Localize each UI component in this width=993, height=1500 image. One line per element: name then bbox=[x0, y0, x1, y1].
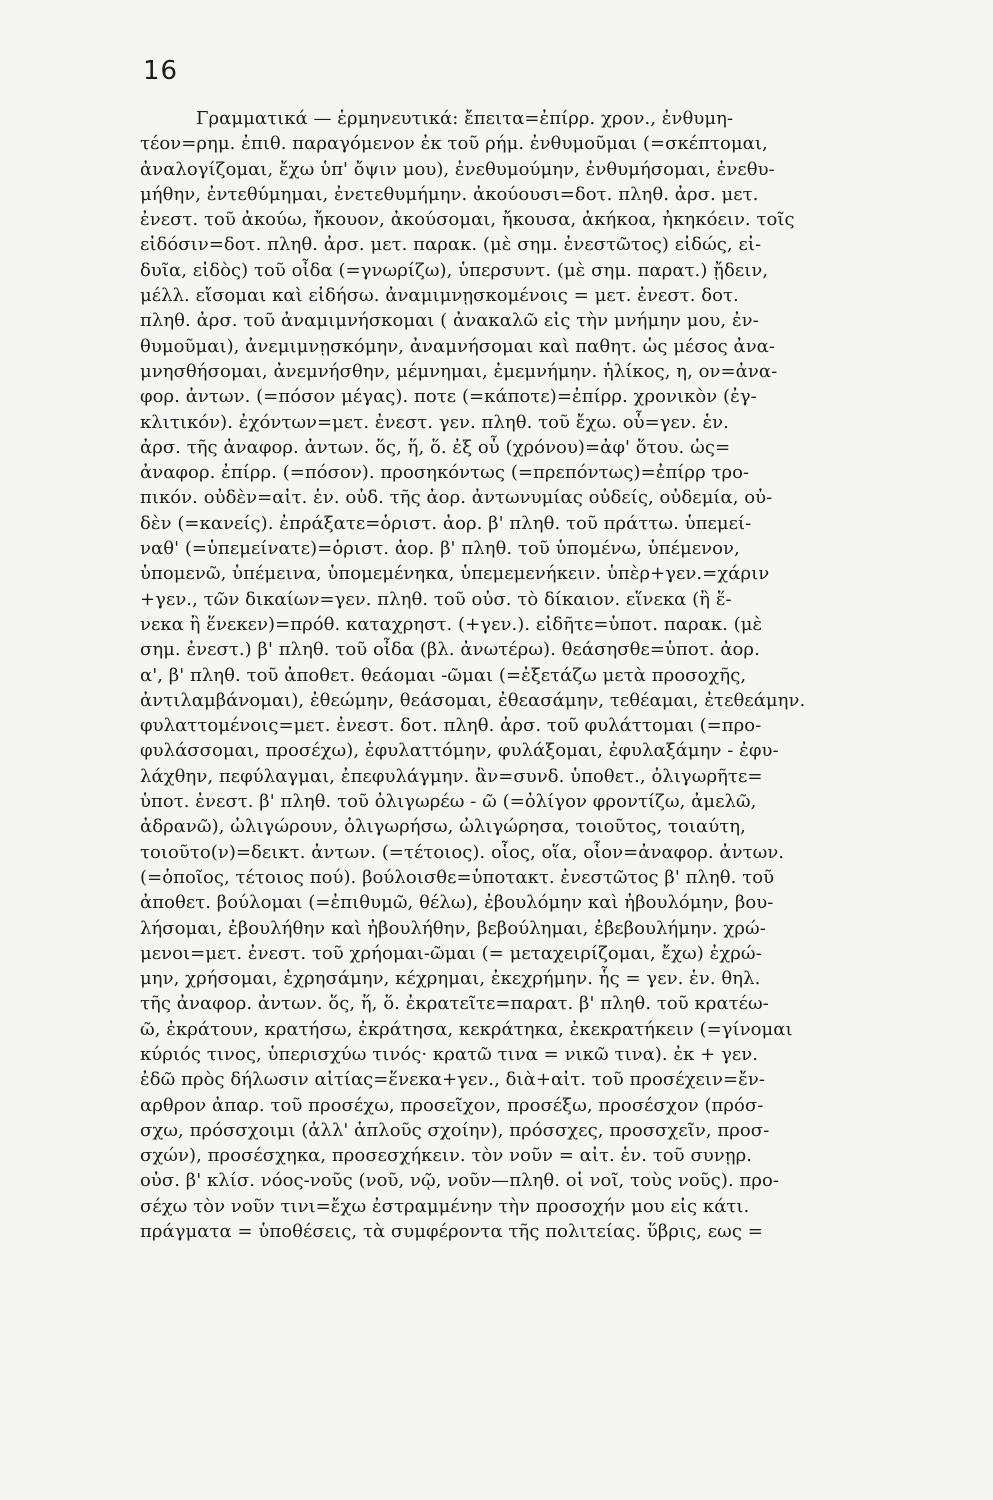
text-line: (=ὁποῖος, τέτοιος πού). βούλοισθε=ὑποτακτ. ἐνεστῶτος β' πληθ. τοῦ bbox=[140, 866, 775, 888]
text-line: φυλάσσομαι, προσέχω), ἐφυλαττόμην, φυλάξομαι, ἐφυλαξάμην - ἐφυ- bbox=[140, 740, 779, 762]
text-line: σέχω τὸν νοῦν τινι=ἔχω ἐστραμμένην τὴν προσοχήν μου εἰς κάτι. bbox=[140, 1195, 750, 1217]
text-line: Γραμματικά — ἑρμηνευτικά: ἔπειτα=ἐπίρρ. χρον., ἐνθυμη- bbox=[196, 108, 734, 129]
text-line: πληθ. ἀρσ. τοῦ ἀναμιμνήσκομαι ( ἀνακαλῶ εἰς τὴν μνήμην μου, ἐν- bbox=[140, 310, 759, 332]
text-line: εἰδόσιν=δοτ. πληθ. ἀρσ. μετ. παρακ. (μὲ σημ. ἐνεστῶτος) εἰδώς, εἰ- bbox=[140, 234, 762, 256]
text-line: τοιοῦτο(ν)=δεικτ. ἀντων. (=τέτοιος). οἷος, οἵα, οἷον=ἀναφορ. ἀντων. bbox=[140, 841, 785, 863]
text-line: θυμοῦμαι), ἀνεμιμνῃσκόμην, ἀναμνήσομαι καὶ παθητ. ὡς μέσος ἀνα- bbox=[140, 335, 776, 357]
text-line: σχω, πρόσσχοιμι (ἀλλ' ἁπλοῦς σχοίην), πρόσσχες, προσσχεῖν, προσ- bbox=[140, 1119, 770, 1141]
text-line: σχών), προσέσχηκα, προσεσχήκειν. τὸν νοῦν = αἰτ. ἑν. τοῦ συνῃρ. bbox=[140, 1145, 753, 1167]
text-line: ναθ' (=ὑπεμείνατε)=ὁριστ. ἀορ. β' πληθ. τοῦ ὑπομένω, ὑπέμενον, bbox=[140, 538, 740, 560]
text-line: δὲν (=κανείς). ἐπράξατε=ὁριστ. ἀορ. β' πληθ. τοῦ πράττω. ὑπεμεί- bbox=[140, 512, 752, 534]
text-line: μην, χρήσομαι, ἐχρησάμην, κέχρημαι, ἐκεχρήμην. ἧς = γεν. ἑν. θηλ. bbox=[140, 968, 761, 990]
text-line: μήθην, ἐντεθύμημαι, ἐνετεθυμήμην. ἀκούουσι=δοτ. πληθ. ἀρσ. μετ. bbox=[140, 183, 759, 205]
text-line: λάχθην, πεφύλαγμαι, ἐπεφυλάγμην. ἂν=συνδ. ὑποθετ., ὀλιγωρῆτε= bbox=[140, 765, 763, 787]
text-line: αρθρον ἀπαρ. τοῦ προσέχω, προσεῖχον, προσέξω, προσέσχον (πρόσ- bbox=[140, 1094, 764, 1116]
text-line: κύριός τινος, ὑπερισχύω τινός· κρατῶ τινα = νικῶ τινα). ἐκ + γεν. bbox=[140, 1043, 759, 1065]
text-line: μέλλ. εἴσομαι καὶ εἰδήσω. ἀναμιμνῃσκομένοις = μετ. ἐνεστ. δοτ. bbox=[140, 285, 739, 307]
text-line: νεκα ἢ ἕνεκεν)=πρόθ. καταχρηστ. (+γεν.). εἰδῆτε=ὑποτ. παρακ. (μὲ bbox=[140, 613, 763, 635]
text-line: τέον=ρημ. ἐπιθ. παραγόμενον ἐκ τοῦ ρήμ. ἐνθυμοῦμαι (=σκέπτομαι, bbox=[140, 133, 768, 155]
text-line: ἐδῶ πρὸς δήλωσιν αἰτίας=ἕνεκα+γεν., διὰ+αἰτ. τοῦ προσέχειν=ἔν- bbox=[140, 1069, 765, 1091]
text-line: οὐσ. β' κλίσ. νόος-νοῦς (νοῦ, νῷ, νοῦν—πληθ. οἱ νοῖ, τοὺς νοῦς). προ- bbox=[140, 1170, 780, 1192]
text-line: φορ. ἀντων. (=πόσον μέγας). ποτε (=κάποτε)=ἐπίρρ. χρονικὸν (ἐγ- bbox=[140, 386, 757, 408]
text-line: μενοι=μετ. ἐνεστ. τοῦ χρήομαι-ῶμαι (= μεταχειρίζομαι, ἔχω) ἐχρώ- bbox=[140, 942, 762, 964]
text-line: ἀποθετ. βούλομαι (=ἐπιθυμῶ, θέλω), ἐβουλόμην καὶ ἠβουλόμην, βου- bbox=[140, 892, 774, 914]
text-line: κλιτικόν). ἐχόντων=μετ. ἐνεστ. γεν. πληθ. τοῦ ἔχω. οὗ=γεν. ἑν. bbox=[140, 411, 729, 433]
text-line: ἐνεστ. τοῦ ἀκούω, ἤκουον, ἀκούσομαι, ἤκουσα, ἀκήκοα, ἠκηκόειν. τοῖς bbox=[140, 209, 795, 231]
text-line: πράγματα = ὑποθέσεις, τὰ συμφέροντα τῆς πολιτείας. ὕβρις, εως = bbox=[140, 1221, 763, 1243]
text-line: ῶ, ἐκράτουν, κρατήσω, ἐκράτησα, κεκράτηκα, ἐκεκρατήκειν (=γίνομαι bbox=[140, 1018, 793, 1040]
text-line: τῆς ἀναφορ. ἀντων. ὅς, ἥ, ὅ. ἐκρατεῖτε=παρατ. β' πληθ. τοῦ κρατέω- bbox=[140, 993, 769, 1015]
text-line: λήσομαι, ἐβουλήθην καὶ ἠβουλήθην, βεβούλημαι, ἐβεβουλήμην. χρώ- bbox=[140, 917, 766, 939]
text-line: +γεν., τῶν δικαίων=γεν. πληθ. τοῦ οὐσ. τὸ δίκαιον. εἵνεκα (ἢ ἕ- bbox=[140, 588, 732, 610]
text-line: ἀδρανῶ), ὠλιγώρουν, ὀλιγωρήσω, ὠλιγώρησα, τοιοῦτος, τοιαύτη, bbox=[140, 816, 746, 838]
text-line: α', β' πληθ. τοῦ ἀποθετ. θεάομαι -ῶμαι (=ἐξετάζω μετὰ προσοχῆς, bbox=[140, 664, 747, 686]
page-text-body bbox=[140, 106, 948, 1244]
text-line: ἀναλογίζομαι, ἔχω ὑπ' ὄψιν μου), ἐνεθυμούμην, ἐνθυμήσομαι, ἐνεθυ- bbox=[140, 158, 775, 180]
text-line: ἀρσ. τῆς ἀναφορ. ἀντων. ὅς, ἥ, ὅ. ἐξ οὗ (χρόνου)=ἀφ' ὅτου. ὡς= bbox=[140, 436, 731, 458]
text-line: ἀναφορ. ἐπίρρ. (=πόσον). προσηκόντως (=πρεπόντως)=ἐπίρρ τρο- bbox=[140, 462, 750, 484]
text-line: ὑποτ. ἐνεστ. β' πληθ. τοῦ ὀλιγωρέω - ῶ (=ὀλίγον φροντίζω, ἀμελῶ, bbox=[140, 791, 757, 813]
text-line: μνησθήσομαι, ἀνεμνήσθην, μέμνημαι, ἐμεμνήμην. ἡλίκος, η, ον=ἀνα- bbox=[140, 360, 778, 382]
text-line: σημ. ἐνεστ.) β' πληθ. τοῦ οἶδα (βλ. ἀνωτέρω). θεάσησθε=ὑποτ. ἀορ. bbox=[140, 639, 760, 661]
text-line: ὑπομενῶ, ὑπέμεινα, ὑπομεμένηκα, ὑπεμεμενήκειν. ὑπὲρ+γεν.=χάριν bbox=[140, 563, 770, 585]
text-line: δυῖα, εἰδὸς) τοῦ οἶδα (=γνωρίζω), ὑπερσυντ. (μὲ σημ. παρατ.) ᾔδειν, bbox=[140, 259, 769, 281]
text-line: ἀντιλαμβάνομαι), ἐθεώμην, θεάσομαι, ἐθεασάμην, τεθέαμαι, ἐτεθεάμην. bbox=[140, 689, 806, 711]
text-line: φυλαττομένοις=μετ. ἐνεστ. δοτ. πληθ. ἀρσ. τοῦ φυλάττομαι (=προ- bbox=[140, 715, 762, 737]
page-number: 16 bbox=[143, 56, 179, 86]
text-line: πικόν. οὐδὲν=αἰτ. ἑν. οὐδ. τῆς ἀορ. ἀντωνυμίας οὐδείς, οὐδεμία, οὐ- bbox=[140, 487, 773, 509]
